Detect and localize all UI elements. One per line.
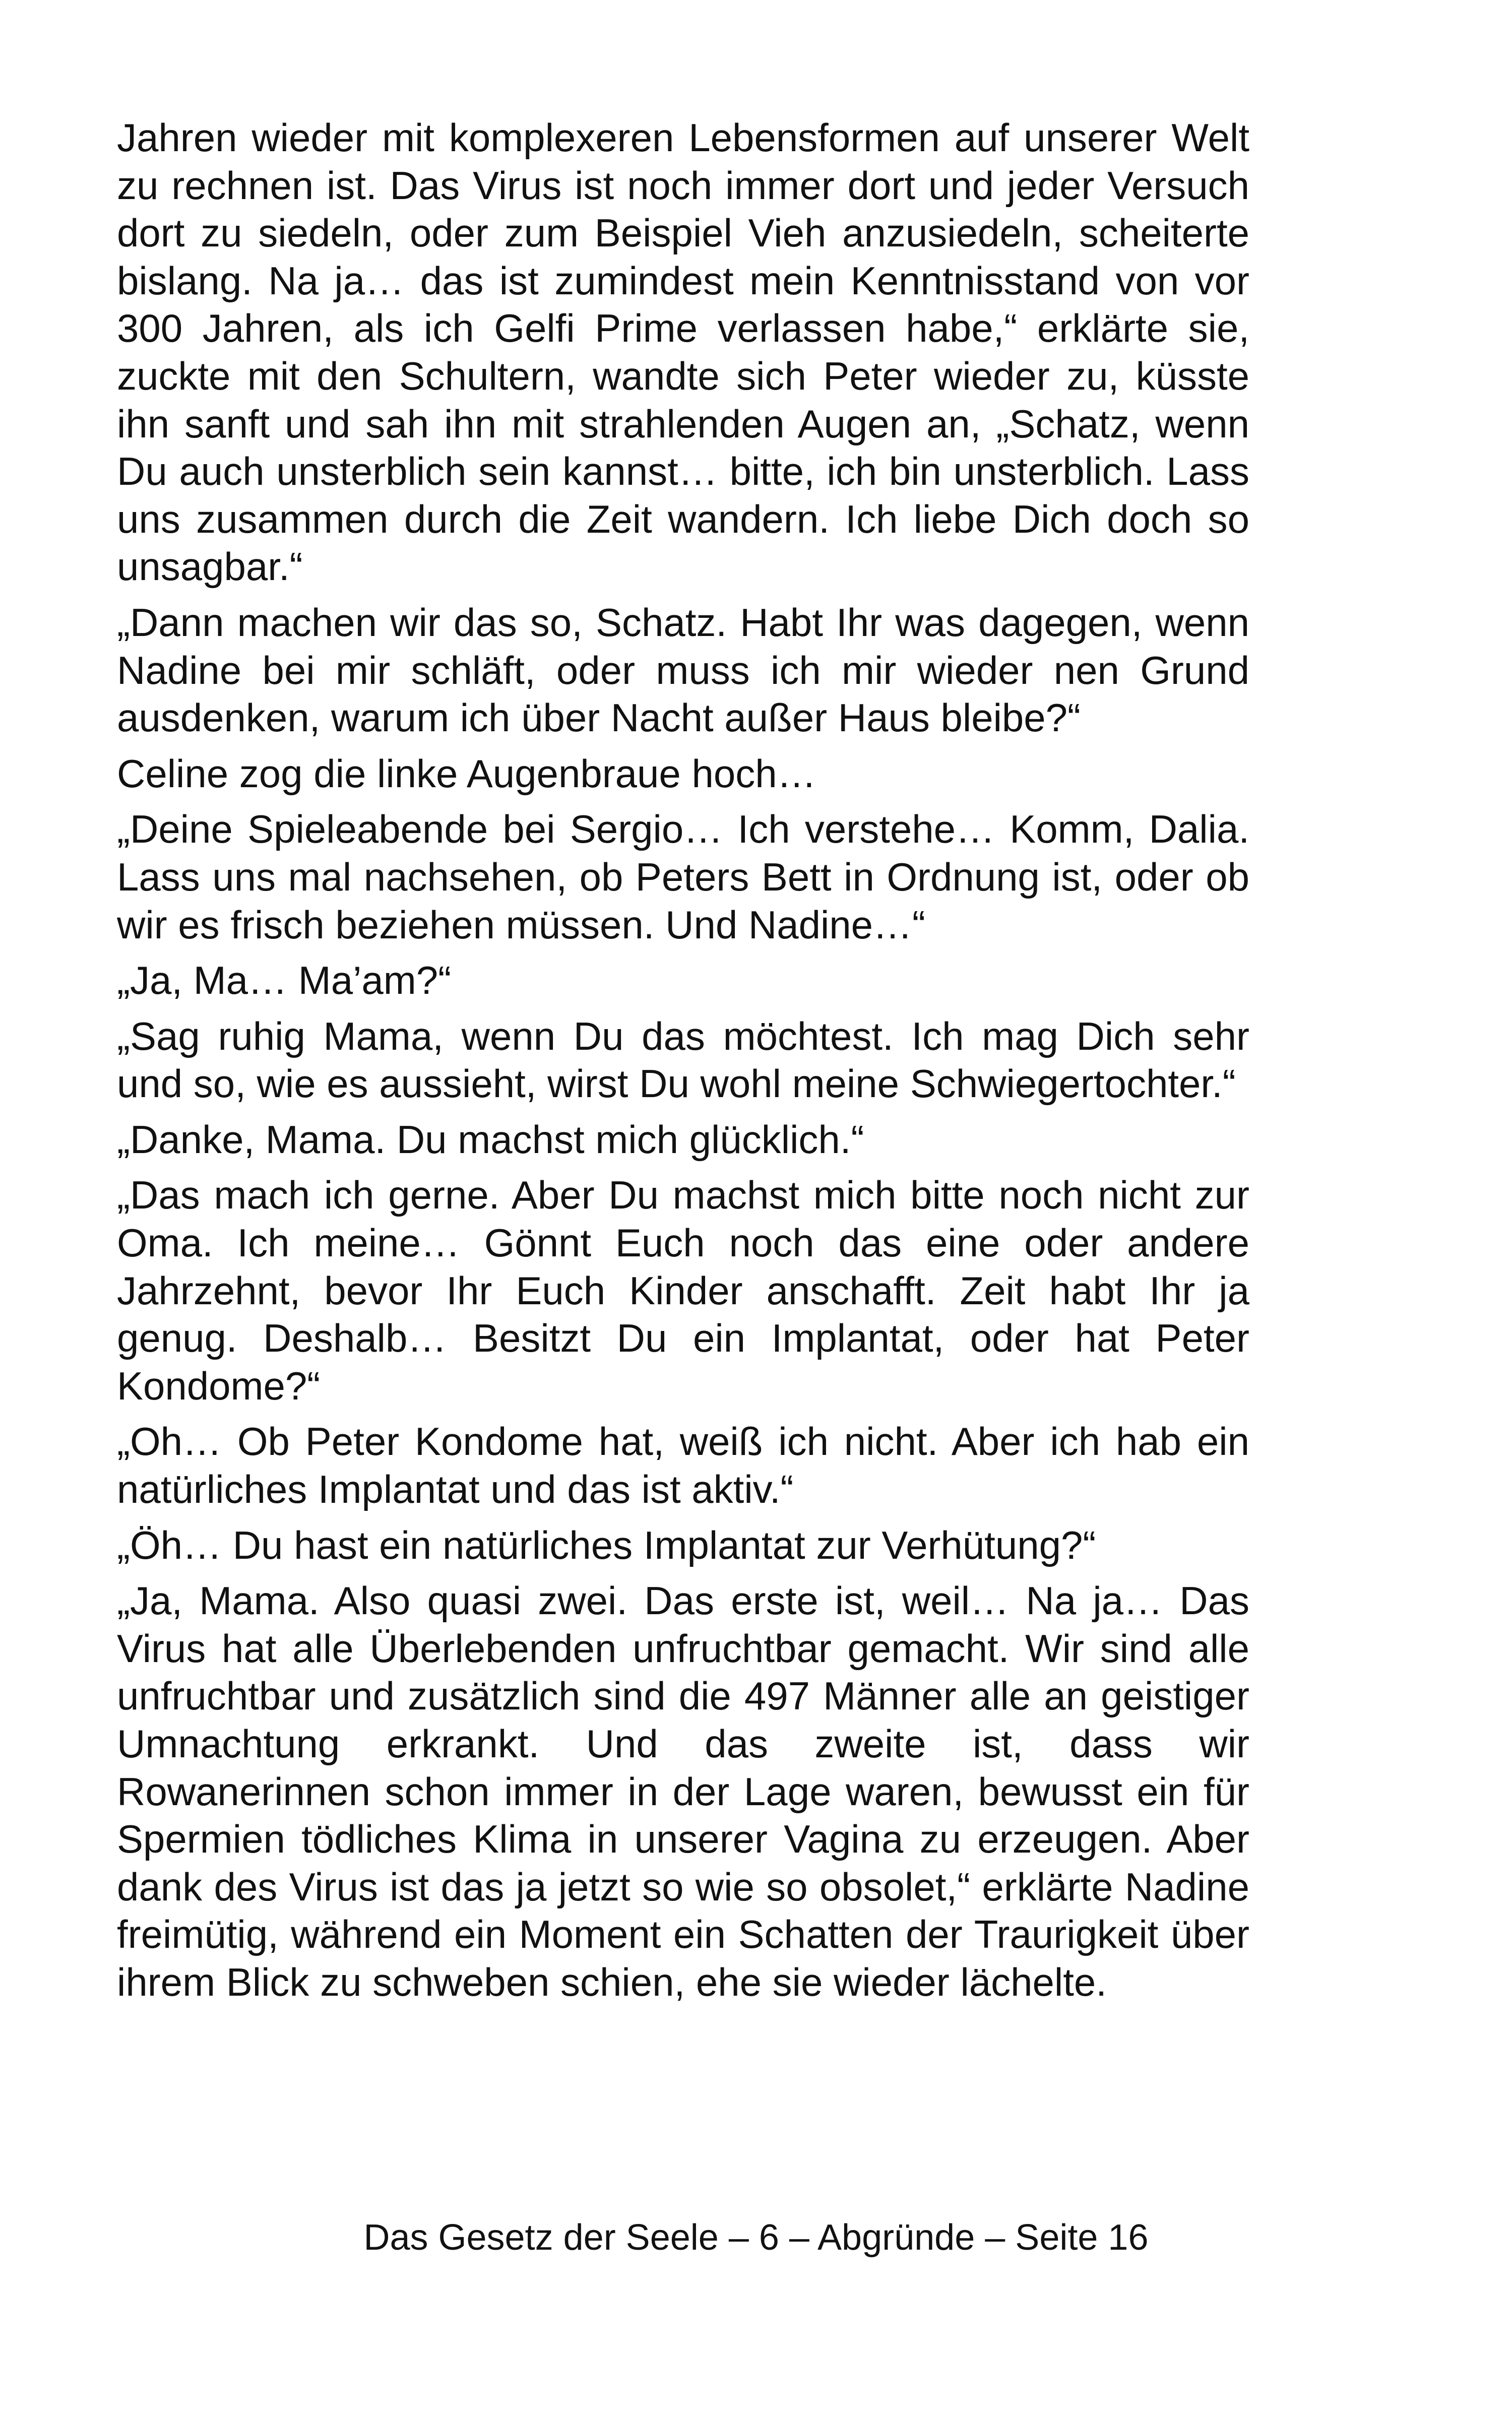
paragraph: „Ja, Mama. Also quasi zwei. Das erste ist, weil… Na ja… Das Virus hat alle Überlebenden unfruchtbar gemacht. Wir sind alle unfruchtbar und zusätzlich sind die 497 Männer alle an geistiger Umnachtung erkrankt. Und das zweite ist, dass wir Rowanerinnen schon immer in der Lage waren, bewusst ein für Spermien tödliches Klima in unserer Vagina zu erzeugen. Aber dank des Virus ist das ja jetzt so wie so obsolet,“ erklärte Nadine freimütig, während ein Moment ein Schatten der Traurigkeit über ihrem Blick zu schweben schien, ehe sie wieder lächelte. bbox=[117, 1578, 1249, 2004]
paragraph: „Das mach ich gerne. Aber Du machst mich bitte noch nicht zur Oma. Ich meine… Gönnt Euch noch das eine oder andere Jahrzehnt, bevor Ihr Euch Kinder anschafft. Zeit habt Ihr ja genug. Deshalb… Besitzt Du ein Implantat, oder hat Peter Kondome?“ bbox=[117, 1173, 1249, 1408]
paragraph: Jahren wieder mit komplexeren Lebensformen auf unserer Welt zu rechnen ist. Das Virus ist noch immer dort und jeder Versuch dort zu siedeln, oder zum Beispiel Vieh anzusiedeln, scheiterte bislang. Na ja… das ist zumindest mein Kenntnisstand von vor 300 Jahren, als ich Gelfi Prime verlassen habe,“ erklärte sie, zuckte mit den Schultern, wandte sich Peter wieder zu, küsste ihn sanft und sah ihn mit strahlenden Augen an, „Schatz, wenn Du auch unsterblich sein kannst… bitte, ich bin unsterblich. Lass uns zusammen durch die Zeit wandern. Ich liebe Dich doch so unsagbar.“ bbox=[117, 115, 1249, 589]
paragraph: „Sag ruhig Mama, wenn Du das möchtest. Ich mag Dich sehr und so, wie es aussieht, wirst Du wohl meine Schwiegertochter.“ bbox=[117, 1013, 1249, 1106]
paragraph: „Oh… Ob Peter Kondome hat, weiß ich nicht. Aber ich hab ein natürliches Implantat und das ist aktiv.“ bbox=[117, 1419, 1249, 1512]
body-text bbox=[117, 114, 1249, 2014]
paragraph: „Deine Spieleabende bei Sergio… Ich verstehe… Komm, Dalia. Lass uns mal nachsehen, ob Peters Bett in Ordnung ist, oder ob wir es frisch beziehen müssen. Und Nadine…“ bbox=[117, 807, 1249, 947]
paragraph: Celine zog die linke Augenbraue hoch… bbox=[117, 751, 816, 796]
paragraph: „Dann machen wir das so, Schatz. Habt Ihr was dagegen, wenn Nadine bei mir schläft, oder muss ich mir wieder nen Grund ausdenken, warum ich über Nacht außer Haus bleibe?“ bbox=[117, 600, 1249, 740]
page-footer: Das Gesetz der Seele – 6 – Abgründe – Seite 16 bbox=[363, 2217, 1149, 2258]
paragraph: „Ja, Ma… Ma’am?“ bbox=[117, 958, 452, 1003]
paragraph: „Danke, Mama. Du machst mich glücklich.“ bbox=[117, 1117, 864, 1162]
paragraph: „Öh… Du hast ein natürliches Implantat zur Verhütung?“ bbox=[117, 1522, 1096, 1567]
